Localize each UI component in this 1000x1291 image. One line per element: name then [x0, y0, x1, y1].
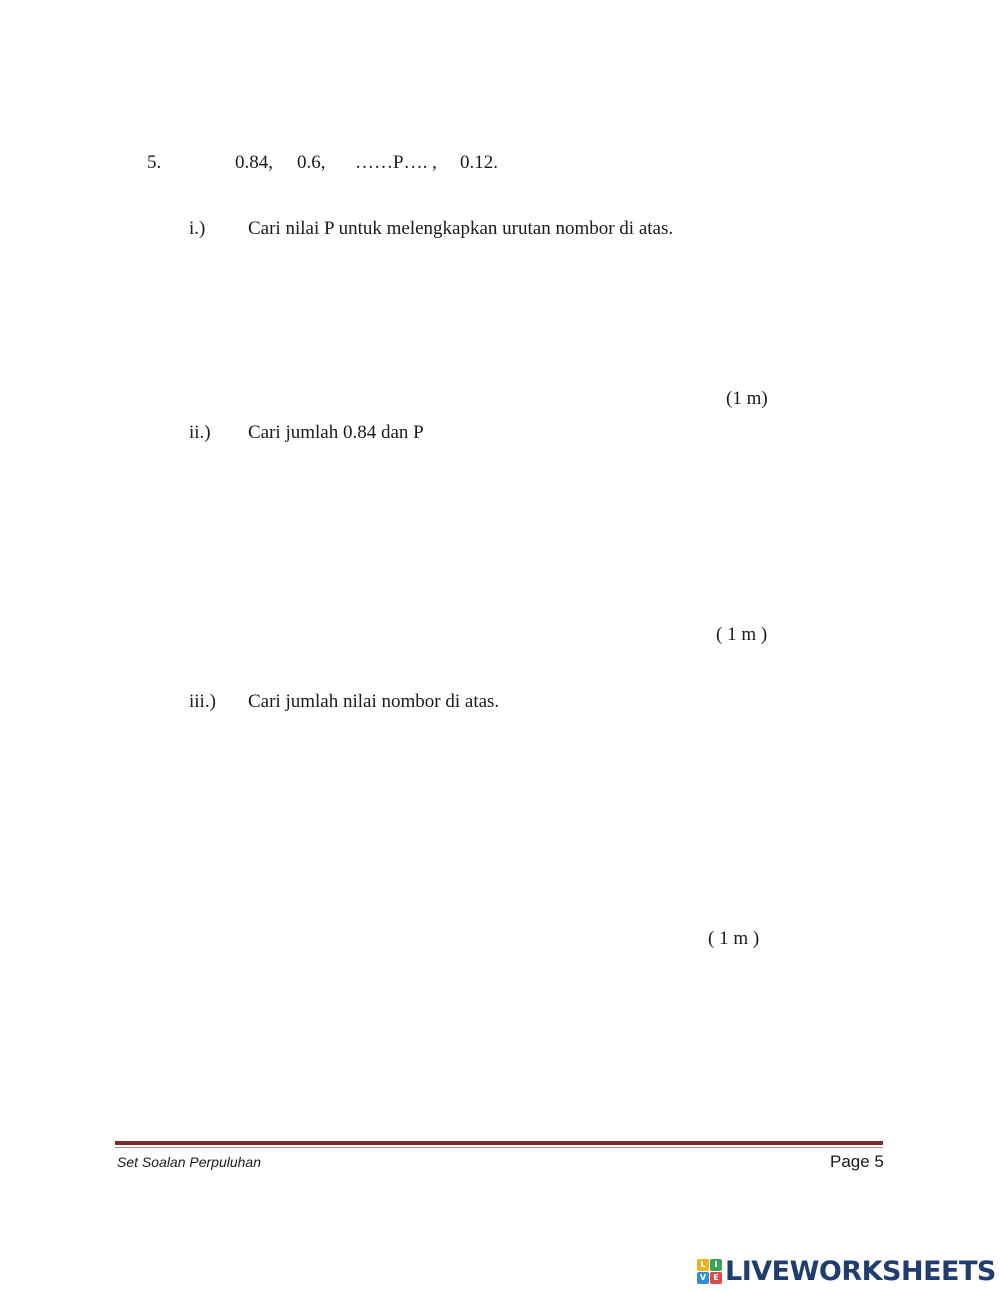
question-number: 5.: [147, 152, 162, 173]
page-number: Page 5: [830, 1152, 884, 1171]
logo-mark-cell: E: [710, 1272, 722, 1284]
part-iii-label: iii.): [189, 691, 216, 712]
liveworksheets-logo-mark-icon: [697, 1259, 722, 1284]
part-ii-label: ii.): [189, 422, 211, 443]
part-i-marks: (1 m): [726, 388, 768, 409]
part-iii-marks: ( 1 m ): [708, 928, 760, 949]
liveworksheets-logo: [697, 1256, 996, 1286]
logo-mark-cell: L: [697, 1259, 709, 1271]
part-ii-marks: ( 1 m ): [716, 624, 768, 645]
sequence-term-2: 0.6,: [297, 152, 326, 173]
footer-title: Set Soalan Perpuluhan: [117, 1154, 261, 1170]
part-i-label: i.): [189, 218, 206, 239]
logo-mark-cell: I: [710, 1259, 722, 1271]
logo-mark-cell: V: [697, 1272, 709, 1284]
logo-text: LIVEWORKSHEETS: [725, 1255, 996, 1287]
footer-rule: [115, 1141, 883, 1145]
part-ii-text: Cari jumlah 0.84 dan P: [248, 422, 424, 443]
part-iii-text: Cari jumlah nilai nombor di atas.: [248, 691, 500, 712]
footer-rule-thin: [115, 1147, 883, 1148]
sequence-term-1: 0.84,: [235, 152, 273, 173]
part-i-text: Cari nilai P untuk melengkapkan urutan nombor di atas.: [248, 218, 674, 239]
sequence-term-4: 0.12.: [460, 152, 498, 173]
sequence-term-p: ……P…. ,: [355, 152, 437, 173]
